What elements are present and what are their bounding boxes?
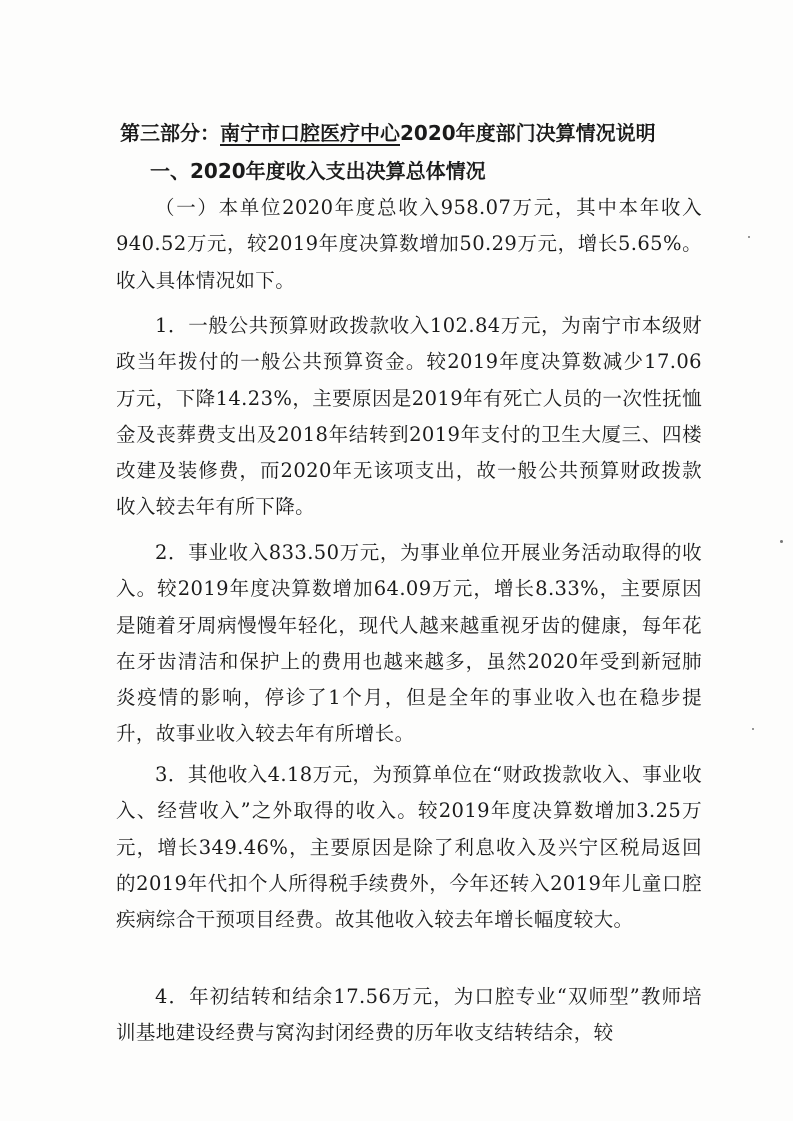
paragraph-carryover: 4．年初结转和结余17.56万元，为口腔专业“双师型”教师培训基地建设经费与窝沟封闭经费的历年收支结转结余，较 <box>116 985 702 1045</box>
title-unit-name: 南宁市口腔医疗中心 <box>220 121 400 145</box>
document-title <box>120 118 720 148</box>
title-suffix: 2020年度部门决算情况说明 <box>400 121 656 145</box>
section-heading: 一、2020年度收入支出决算总体情况 <box>150 159 486 183</box>
scan-speck <box>780 540 783 543</box>
scan-speck <box>748 236 750 238</box>
paragraph-total-income: （一）本单位2020年度总收入958.07万元，其中本年收入940.52万元，较2019年度决算数增加50.29万元，增长5.65%。收入具体情况如下。 <box>116 196 702 292</box>
paragraph-business-income: 2．事业收入833.50万元，为事业单位开展业务活动取得的收入。较2019年度决算数增加64.09万元，增长8.33%，主要原因是随着牙周病慢慢年轻化，现代人越来越重视牙齿的健康，每年花在牙齿清洁和保护上的费用也越来越多，虽然2020年受到新冠肺炎疫情的影响，停诊了1个月，但是全年的事业收入也在稳步提升，故事业收入较去年有所增长。 <box>116 541 702 746</box>
paragraph-other-income: 3．其他收入4.18万元，为预算单位在“财政拨款收入、事业收入、经营收入”之外取得的收入。较2019年度决算数增加3.25万元，增长349.46%，主要原因是除了利息收入及兴宁区税局返回的2019年代扣个人所得税手续费外，今年还转入2019年儿童口腔疾病综合干预项目经费。故其他收入较去年增长幅度较大。 <box>116 763 702 932</box>
paragraph-fiscal-appropriation: 1．一般公共预算财政拨款收入102.84万元，为南宁市本级财政当年拨付的一般公共预算资金。较2019年度决算数减少17.06万元，下降14.23%，主要原因是2019年有死亡人员的一次性抚恤金及丧葬费支出及2018年结转到2019年支付的卫生大厦三、四楼改建及装修费，而2020年无该项支出，故一般公共预算财政拨款收入较去年有所下降。 <box>116 314 702 519</box>
scan-speck <box>752 728 754 730</box>
title-prefix: 第三部分： <box>120 121 220 145</box>
